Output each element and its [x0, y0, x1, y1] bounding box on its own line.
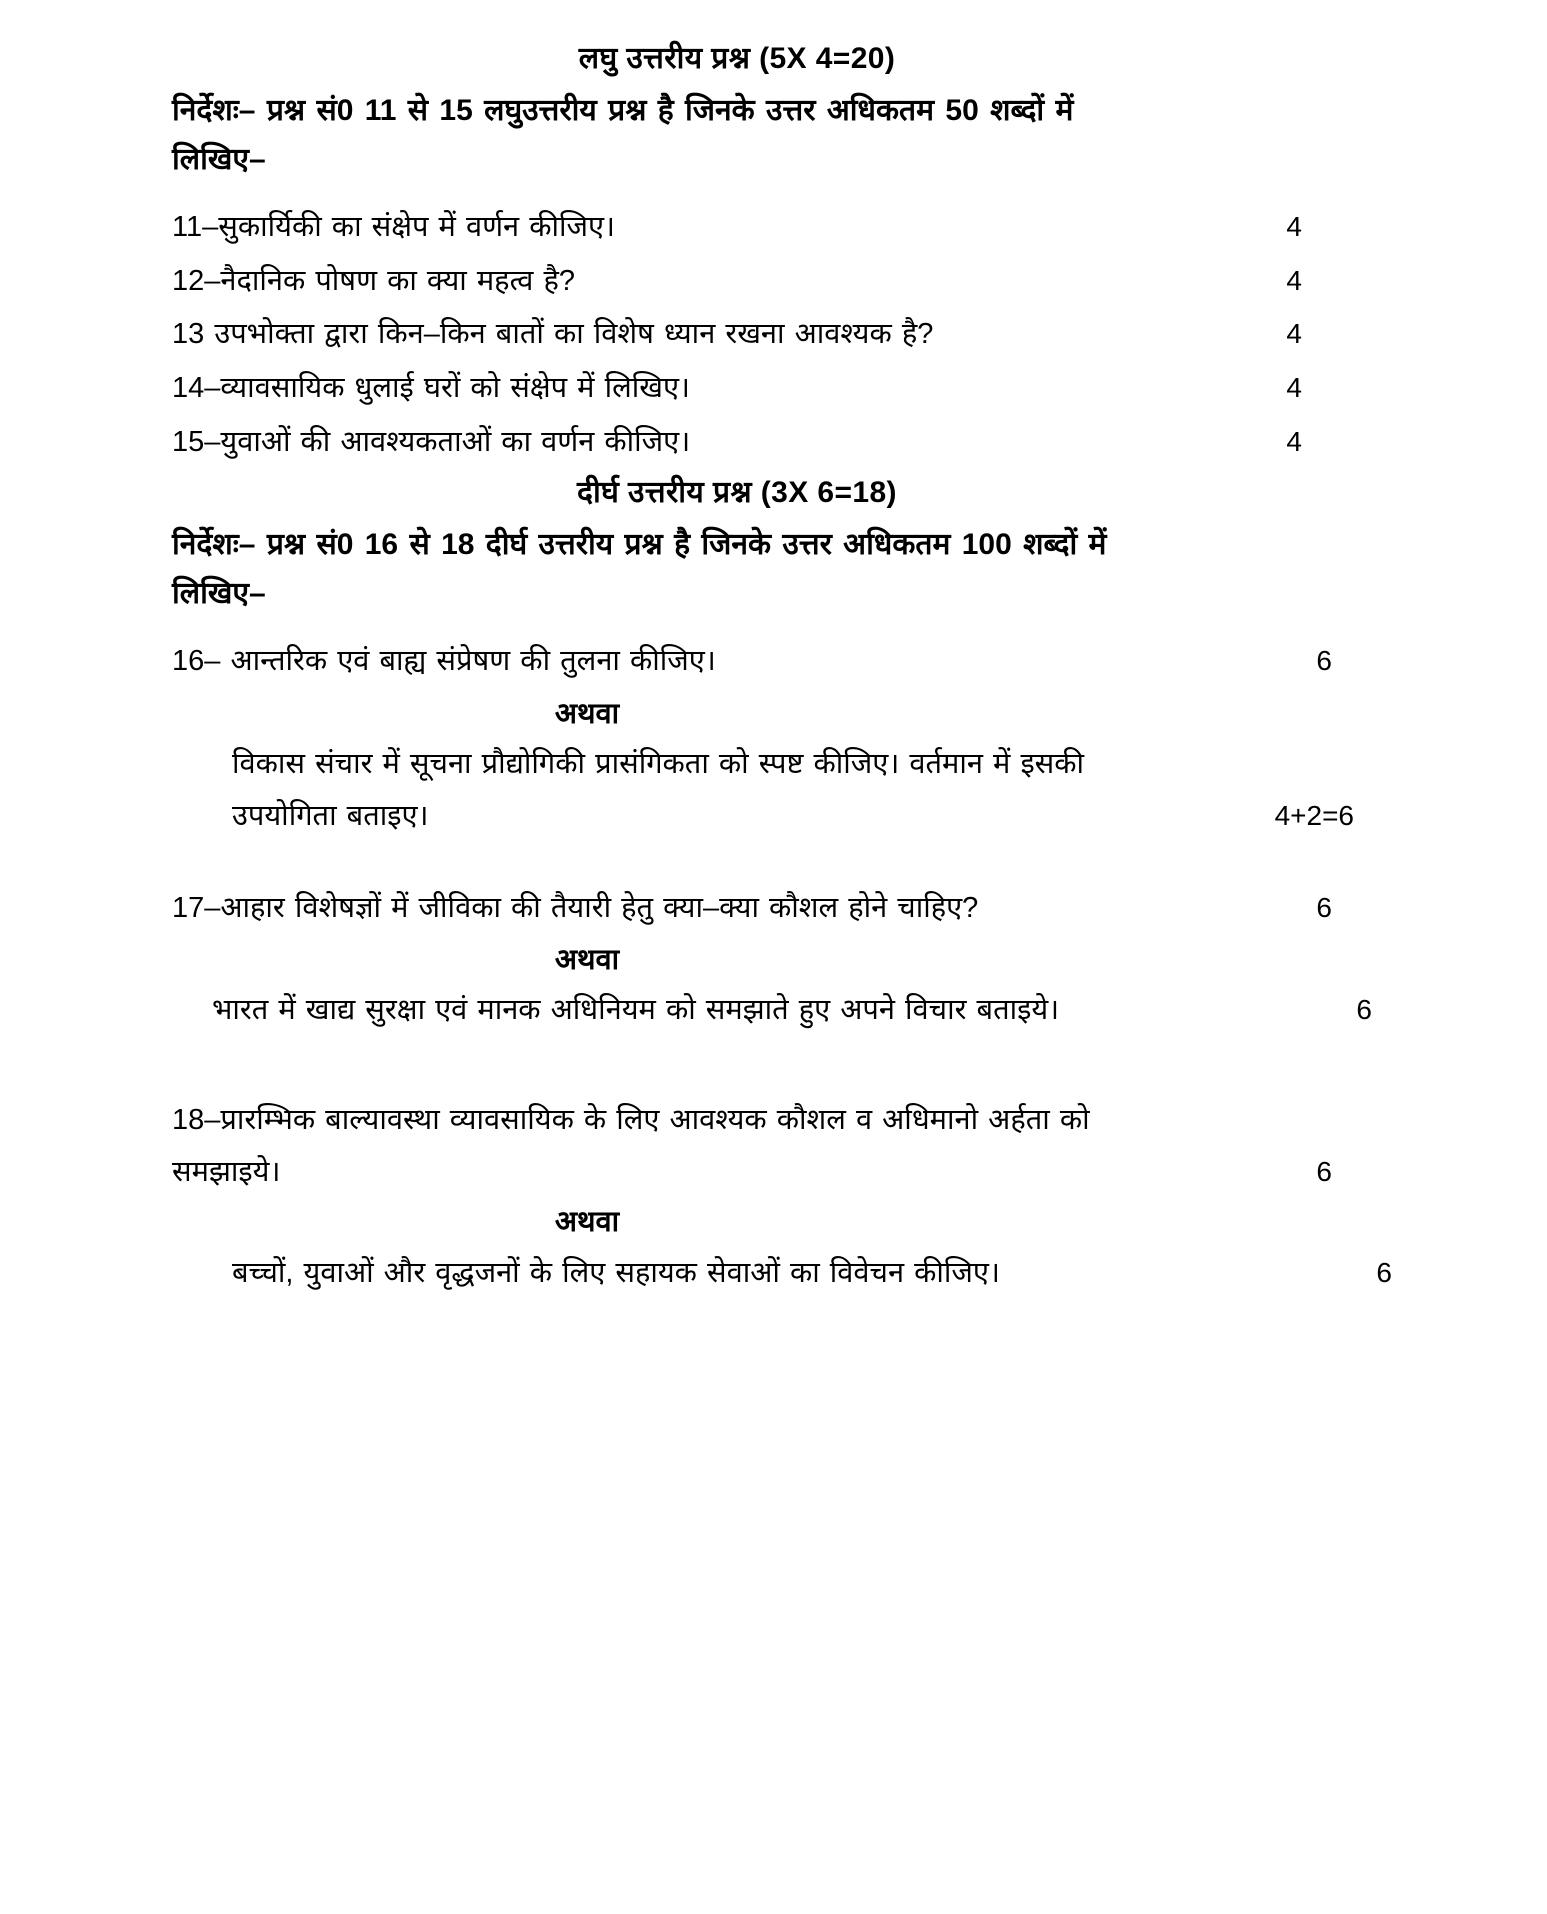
instruction-long-answer-main: निर्देशः– प्रश्न सं0 16 से 18 दीर्घ उत्तरीय प्रश्न है जिनके उत्तर अधिकतम 100 शब्दों में — [172, 528, 1107, 562]
question-text-16: 16– आन्तरिक एवं बाह्य संप्रेषण की तुलना कीजिए। — [172, 645, 716, 678]
alternative-17-marks: 6 — [1356, 994, 1372, 1026]
question-text-14: 14–व्यावसायिक धुलाई घरों को संक्षेप में लिखिए। — [172, 372, 691, 405]
spacer — [172, 188, 1372, 202]
question-row-11 — [172, 202, 1302, 254]
question-block-18 — [172, 1095, 1332, 1198]
question-marks-13: 4 — [1286, 318, 1302, 350]
question-row-18-line-2 — [172, 1147, 1332, 1199]
question-row-16 — [172, 636, 1332, 688]
question-row-14 — [172, 363, 1302, 415]
spacer — [172, 622, 1372, 636]
question-marks-17: 6 — [1316, 891, 1332, 923]
alternative-16 — [172, 739, 1392, 842]
spacer — [172, 843, 1372, 883]
question-text-18-cont: समझाइये। — [172, 1155, 281, 1188]
question-text-12: 12–नैदानिक पोषण का क्या महत्व है? — [172, 264, 575, 297]
instruction-long-answer — [172, 521, 1327, 618]
alternative-16-text-2: उपयोगिता बताइए। — [232, 799, 429, 832]
question-row-13 — [172, 309, 1302, 361]
page-content — [172, 36, 1392, 1299]
instruction-short-answer — [172, 87, 1327, 184]
alternative-18 — [172, 1248, 1392, 1300]
alternative-18-text-1: बच्चों, युवाओं और वृद्धजनों के लिए सहायक सेवाओं का विवेचन कीजिए। — [232, 1256, 1000, 1289]
alternative-18-marks: 6 — [1376, 1256, 1392, 1288]
alternative-16-line-2 — [232, 791, 1392, 843]
question-marks-15: 4 — [1286, 425, 1302, 457]
alternative-17-text-1: भारत में खाद्य सुरक्षा एवं मानक अधिनियम को समझाते हुए अपने विचार बताइये। — [212, 994, 1060, 1027]
alternative-17-line-1 — [212, 985, 1372, 1037]
question-row-12 — [172, 256, 1302, 308]
instruction-long-answer-tail: लिखिए– — [172, 576, 266, 610]
question-row-18-line-1 — [172, 1095, 1332, 1147]
alternative-17 — [172, 985, 1372, 1037]
question-marks-16: 6 — [1316, 645, 1332, 677]
question-text-15: 15–युवाओं की आवश्यकताओं का वर्णन कीजिए। — [172, 425, 691, 458]
alternative-18-line-1 — [232, 1248, 1392, 1300]
instruction-short-answer-tail: लिखिए– — [172, 142, 266, 176]
or-label-16: अथवा — [554, 698, 620, 731]
or-label-18: अथवा — [554, 1206, 620, 1239]
question-text-17: 17–आहार विशेषज्ञों में जीविका की तैयारी हेतु क्या–क्या कौशल होने चाहिए? — [172, 891, 979, 924]
question-row-17 — [172, 883, 1332, 935]
question-marks-12: 4 — [1286, 264, 1302, 296]
section-heading-long-answer: दीर्घ उत्तरीय प्रश्न (3X 6=18) — [577, 476, 897, 510]
question-row-15 — [172, 417, 1302, 469]
spacer — [172, 1037, 1372, 1095]
question-text-18: 18–प्रारम्भिक बाल्यावस्था व्यावसायिक के लिए आवश्यक कौशल व अधिमानो अर्हता को — [172, 1104, 1090, 1137]
question-text-11: 11–सुकार्यिकी का संक्षेप में वर्णन कीजिए। — [172, 211, 616, 244]
question-marks-18: 6 — [1316, 1155, 1332, 1187]
question-text-13: 13 उपभोक्ता द्वारा किन–किन बातों का विशेष ध्यान रखना आवश्यक है? — [172, 318, 934, 351]
instruction-short-answer-main: निर्देशः– प्रश्न सं0 11 से 15 लघुउत्तरीय प्रश्न है जिनके उत्तर अधिकतम 50 शब्दों में — [172, 94, 1074, 127]
question-marks-11: 4 — [1286, 211, 1302, 243]
question-marks-14: 4 — [1286, 372, 1302, 404]
alternative-16-marks: 4+2=6 — [1274, 799, 1354, 831]
alternative-16-text-1: विकास संचार में सूचना प्रौद्योगिकी प्रासंगिकता को स्पष्ट कीजिए। वर्तमान में इसकी — [232, 748, 1085, 781]
section-heading-short-answer: लघु उत्तरीय प्रश्न (5X 4=20) — [578, 42, 896, 75]
or-label-17: अथवा — [554, 944, 620, 977]
alternative-16-line-1 — [232, 739, 1392, 791]
